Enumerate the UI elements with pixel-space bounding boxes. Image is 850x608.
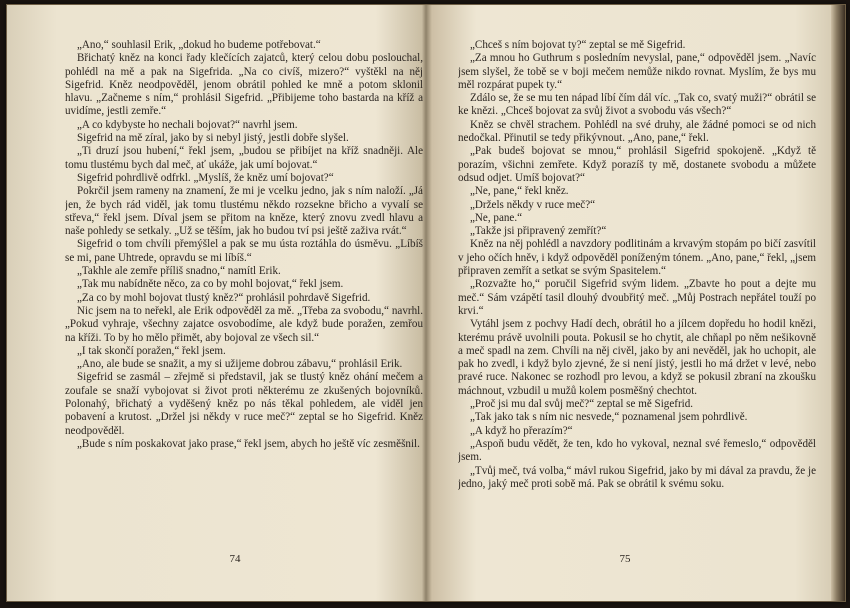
paragraph: Pokrčil jsem rameny na znamení, že mi je vcelku jedno, jak s ním naloží. „Já jen, že bych rád viděl, jak tomu tlustému někdo rozsekne břicho a vyvalí se střeva,“ řekl jsem. Díval jsem se přitom na kněze, který znovu zvedl hlavu a naše pohledy se setkaly. „Už se těším, jak ho budou tví psi ještě zaživa rvát.“	[65, 185, 423, 238]
paragraph: Sigefrid na mě zíral, jako by si nebyl jistý, jestli dobře slyšel.	[77, 132, 349, 145]
paragraph: „Takže jsi připravený zemřít?“	[470, 225, 607, 238]
paragraph: „A co kdybyste ho nechali bojovat?“ navrhl jsem.	[77, 118, 298, 131]
paragraph: „I tak skončí poražen,“ řekl jsem.	[77, 344, 226, 357]
paragraph: „Za co by mohl bojovat tlustý kněz?“ prohlásil pohrdavě Sigefrid.	[77, 291, 371, 304]
paragraph: „Držels někdy v ruce meč?“	[470, 198, 596, 211]
paragraph: Nic jsem na to neřekl, ale Erik odpověděl za mě. „Třeba za svobodu,“ navrhl. „Pokud vyhraje, všechny zajatce osvobodíme, ale když bude poražen, zemřou na kříži. To by ho mělo přimět, aby bojoval ze všech sil.“	[65, 304, 423, 344]
paragraph: Zdálo se, že se mu ten nápad líbí čím dál víc. „Tak co, svatý muži?“ obrátil se ke knězi. „Chceš bojovat za svůj život a svobodu vás všech?“	[458, 92, 816, 118]
paragraph: „Ne, pane.“	[470, 211, 523, 224]
paragraph: „Rozvažte ho,“ poručil Sigefrid svým lidem. „Zbavte ho pout a dejte mu meč.“ Sám vzápětí tasil dlouhý dvoubřitý meč. „Můj Postrach nepřátel touží po krvi.“	[458, 278, 816, 317]
left-page-number: 74	[229, 553, 241, 565]
paragraph: „Za mnou ho Guthrum s posledním nevyslal, pane,“ odpověděl jsem. „Navíc jsem slyšel, že tobě se v boji mečem nemůže nikdo rovnat. Myslím, že bys mu měl rozpárat pupek ty.“	[458, 52, 816, 91]
paragraph: „Takhle ale zemře příliš snadno,“ namítl Erik.	[77, 265, 281, 278]
paragraph: Kněz na něj pohlédl a navzdory podlitinám a krvavým stopám po bičí zasvítil v jeho očích hněv, i když odpověděl poníženým tónem. „Ano, pane,“ řekl, „jsem připraven zemřít a setkat se svým Spasitelem.“	[458, 238, 816, 278]
paragraph: „Tak jako tak s ním nic nesvede,“ poznamenal jsem pohrdlivě.	[470, 411, 748, 424]
paragraph: Vytáhl jsem z pochvy Hadí dech, obrátil ho a jílcem dopředu ho hodil knězi, kterému právě uvolnili pouta. Pokusil se ho chytit, ale chňapl po něm nešikovně a meč spadl na zem. Chvíli na něj civěl, jako by ani nevěděl, jak ho uchopit, ale pak ho zvedl, i když bylo zjevné, že si není jistý, jestli ho má držet v levé, nebo pravé ruce. Nakonec se rozhodl pro levou, a když se pokusil zbraní na zkoušku máchnout, vzbudil u mužů kolem posměšný chechtot.	[458, 318, 816, 397]
paragraph: „Tvůj meč, tvá volba,“ mávl rukou Sigefrid, jako by mi dával za pravdu, že je jedno, jaký meč proti sobě má. Pak se obrátil k svému soku.	[458, 464, 816, 490]
paragraph: „Ano, ale bude se snažit, a my si užijeme dobrou zábavu,“ prohlásil Erik.	[77, 358, 403, 371]
right-page-text	[458, 39, 816, 549]
paragraph: Kněz se chvěl strachem. Pohlédl na své druhy, ale žádné pomoci se od nich nedočkal. Přinutil se tedy přikývnout. „Ano, pane,“ řekl.	[458, 118, 816, 145]
paragraph: Sigefrid o tom chvíli přemýšlel a pak se mu ústa roztáhla do úsměvu. „Líbíš se mi, pane Uhtrede, opravdu se mi líbíš.“	[65, 238, 423, 264]
paragraph: „A když ho přerazím?“	[470, 424, 573, 437]
paragraph: „Chceš s ním bojovat ty?“ zeptal se mě Sigefrid.	[470, 39, 686, 51]
book-edge-shadow	[831, 5, 845, 601]
paragraph: „Tak mu nabídněte něco, za co by mohl bojovat,“ řekl jsem.	[77, 278, 344, 291]
paragraph: „Bude s ním poskakovat jako prase,“ řekl jsem, abych ho ještě víc zesměšnil.	[77, 437, 420, 450]
left-page-text	[65, 39, 423, 549]
paragraph: Sigefrid pohrdlivě odfrkl. „Myslíš, že kněz umí bojovat?“	[77, 171, 334, 184]
paragraph: „Proč jsi mu dal svůj meč?“ zeptal se mě Sigefrid.	[470, 398, 694, 411]
paragraph: „Ano,“ souhlasil Erik, „dokud ho budeme potřebovat.“	[77, 39, 321, 51]
paragraph: Břichatý kněz na konci řady klečících zajatců, který celou dobu poslouchal, pohlédl na mě a pak na Sigefrida. „Na co civíš, mizero?“ vyštěkl na něj Sigefrid. Kněz neodpověděl, jenom obrátil pohled ke mně a potom sklonil hlavu. „Začneme s ním,“ prohlásil Sigefrid. „Přibijeme toho bastarda na kříž a uvidíme, jestli zemře.“	[65, 52, 423, 118]
paragraph: „Pak budeš bojovat se mnou,“ prohlásil Sigefrid spokojeně. „Když tě porazím, všichni zemřete. Když porazíš ty mě, dostanete svobodu a můžete odsud odjet. Umíš bojovat?“	[458, 145, 816, 184]
paragraph: Sigefrid se zasmál – zřejmě si představil, jak se tlustý kněz ohání mečem a zoufale se snaží vybojovat si život proti některému ze zkušených bojovníků. Polonahý, břichatý a vyděšený kněz po nás těkal pohledem, ale viděl jen pobavení a krutost. „Držel jsi někdy v ruce meč?“ zeptal se ho Sigefrid. Kněz neodpověděl.	[65, 371, 423, 437]
right-page-number: 75	[619, 553, 631, 565]
paragraph: „Ti druzí jsou hubení,“ řekl jsem, „budou se přibíjet na kříž snadněji. Ale tomu tlustému bych dal meč, ať ukáže, jak umí bojovat.“	[65, 145, 423, 171]
paragraph: „Ne, pane,“ řekl kněz.	[470, 185, 569, 198]
paragraph: „Aspoň budu vědět, že ten, kdo ho vykoval, neznal své řemeslo,“ odpověděl jsem.	[458, 437, 816, 464]
open-book-spread	[6, 4, 846, 602]
